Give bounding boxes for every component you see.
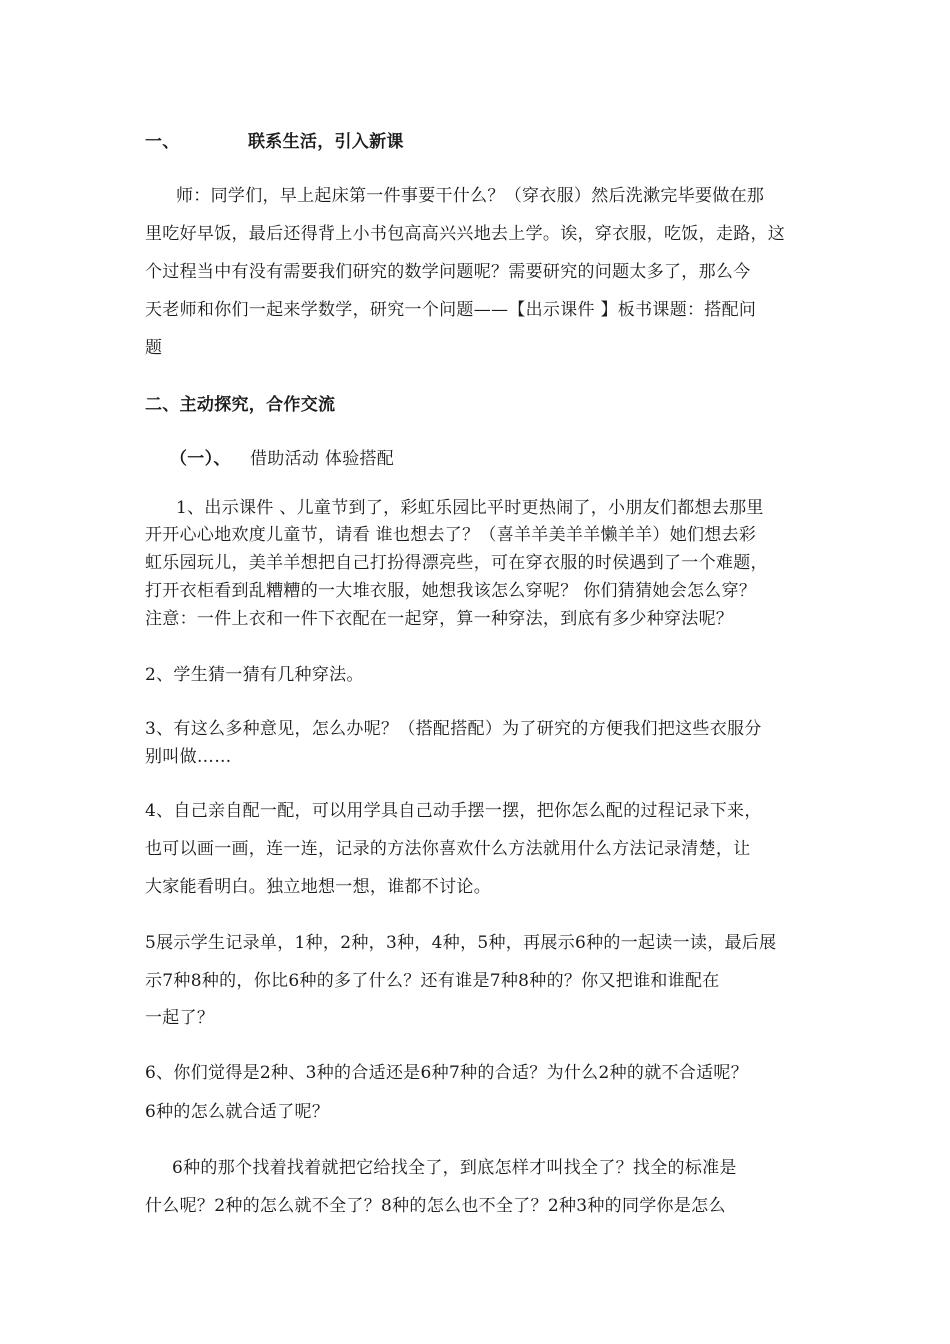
subheading-text: 借助活动 体验搭配 bbox=[250, 449, 395, 469]
text-line: 注意：一件上衣和一件下衣配在一起穿，算一种穿法，到底有多少种穿法呢？ bbox=[145, 609, 734, 629]
text-line: 3、有这么多种意见，怎么办呢？（搭配搭配）为了研究的方便我们把这些衣服分 bbox=[145, 719, 762, 739]
text-line: 示7种8种的，你比6种的多了什么？还有谁是7种8种的？你又把谁和谁配在 bbox=[145, 971, 720, 991]
text-line: 6种的怎么就合适了呢？ bbox=[145, 1102, 330, 1122]
heading-title-1: 联系生活，引入新课 bbox=[248, 132, 404, 152]
text-line: 别叫做…… bbox=[145, 747, 232, 767]
heading-2: 二、主动探究，合作交流 bbox=[145, 395, 336, 415]
text-line: 天老师和你们一起来学数学，研究一个问题——【出示课件 】板书课题：搭配问 bbox=[145, 300, 757, 320]
text-line: 打开衣柜看到乱糟糟的一大堆衣服，她想我该怎么穿呢？ 你们猜猜她会怎么穿？ bbox=[145, 581, 757, 601]
text-line: 6、你们觉得是2种、3种的合适还是6种7种的合适？为什么2种的就不合适呢？ bbox=[145, 1063, 748, 1083]
text-line: 个过程当中有没有需要我们研究的数学问题呢？需要研究的问题太多了，那么今 bbox=[145, 262, 751, 282]
text-line: 虹乐园玩儿，美羊羊想把自己打扮得漂亮些，可在穿衣服的时侯遇到了一个难题， bbox=[145, 553, 768, 573]
text-line: 一起了？ bbox=[145, 1008, 215, 1028]
text-line: 6种的那个找着找着就把它给找全了，到底怎样才叫找全了？找全的标准是 bbox=[172, 1158, 737, 1178]
text-line: 1、出示课件 、儿童节到了，彩虹乐园比平时更热闹了，小朋友们都想去那里 bbox=[176, 498, 764, 518]
paragraph-3: 2、学生猜一猜有几种穿法。 bbox=[145, 665, 364, 685]
text-line: 开开心心地欢度儿童节，请看 谁也想去了？（喜羊羊美羊羊懒羊羊）她们想去彩 bbox=[145, 525, 757, 545]
heading-number-1: 一、 bbox=[145, 132, 180, 152]
text-line: 4、自己亲自配一配，可以用学具自己动手摆一摆，把你怎么配的过程记录下来， bbox=[145, 801, 762, 821]
text-line: 师：同学们，早上起床第一件事要干什么？（穿衣服）然后洗漱完毕要做在那 bbox=[176, 186, 765, 206]
text-line: 题 bbox=[145, 338, 163, 358]
subheading-label: （一）、 bbox=[170, 449, 231, 469]
text-line: 什么呢？2种的怎么就不全了？8种的怎么也不全了？2种3种的同学你是怎么 bbox=[145, 1196, 726, 1216]
text-line: 5展示学生记录单，1种，2种，3种，4种，5种，再展示6种的一起读一读，最后展 bbox=[145, 933, 777, 953]
text-line: 里吃好早饭，最后还得背上小书包高高兴兴地去上学。诶，穿衣服，吃饭，走路，这 bbox=[145, 224, 786, 244]
text-line: 大家能看明白。独立地想一想，谁都不讨论。 bbox=[145, 877, 491, 897]
text-line: 也可以画一画，连一连，记录的方法你喜欢什么方法就用什么方法记录清楚，让 bbox=[145, 839, 751, 859]
